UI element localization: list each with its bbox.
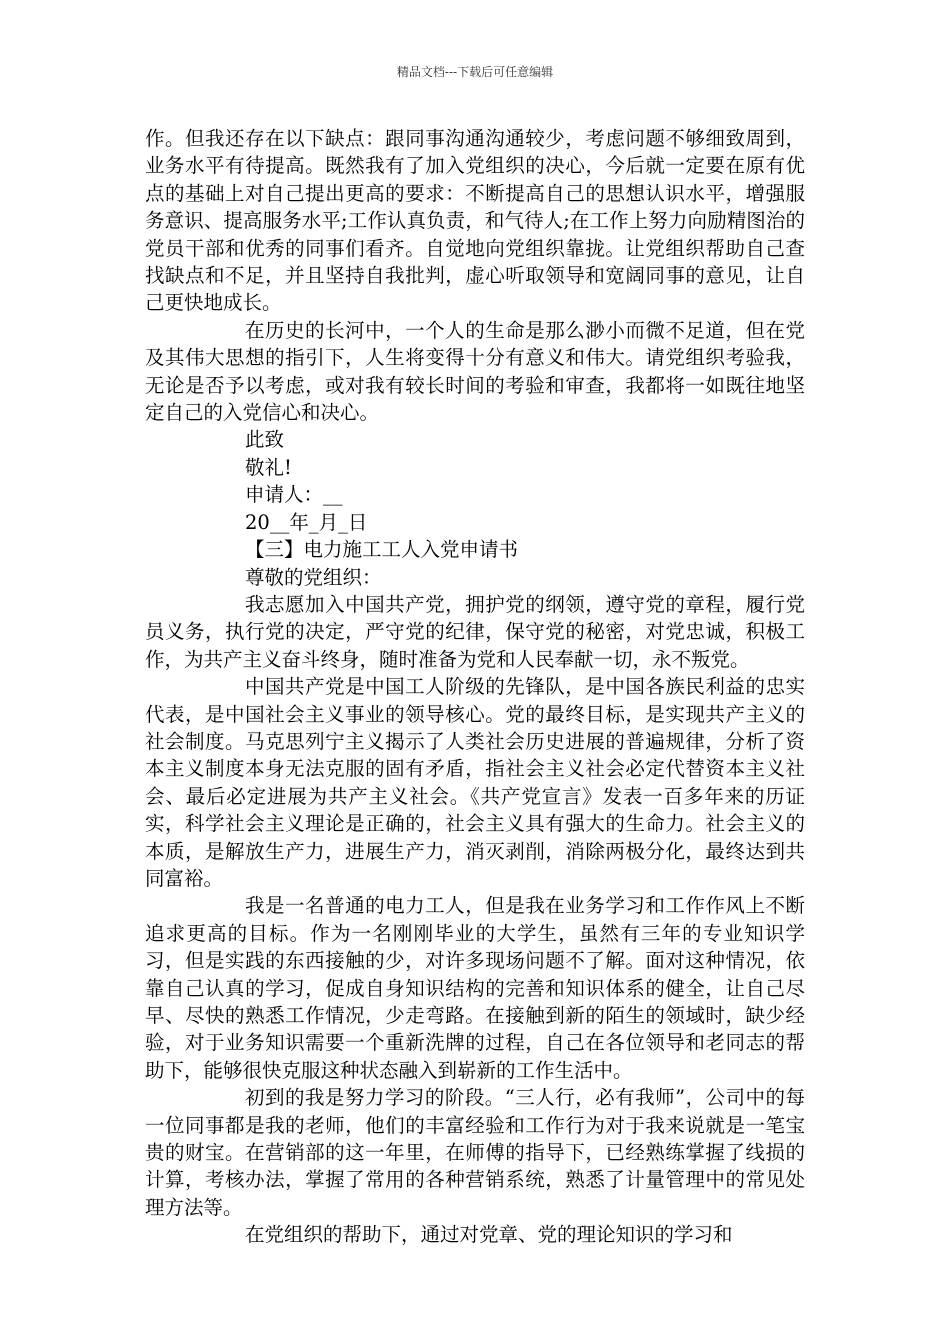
paragraph-learning: 初到的我是努力学习的阶段。“三人行，必有我师”，公司中的每一位同事都是我的老师，他们的丰富经验和工作行为对于我来说就是一笔宝贵的财宝。在营销部的这一年里，在师傅的指导下，已经熟练掌握了线损的计算，考核办法，掌握了常用的各种营销系统，熟悉了计量管理中的常见处理方法等。: [145, 1086, 805, 1219]
page-header: 精品文档---下载后可任意编辑: [396, 65, 554, 79]
document-body: [145, 125, 805, 1249]
closing-cizhi: 此致: [245, 428, 285, 452]
paragraph-worker: 我是一名普通的电力工人，但是我在业务学习和工作作风上不断追求更高的目标。作为一名刚刚毕业的大学生，虽然有三年的专业知识学习，但是实践的东西接触的少，对许多现场问题不了解。面对这种情况，依靠自己认真的学习，促成自身知识结构的完善和知识体系的健全，让自己尽早、尽快的熟悉工作情况，少走弯路。在接触到新的陌生的领域时，缺少经验，对于业务知识需要一个重新洗牌的过程，自己在各位领导和老同志的帮助下，能够很快克服这种状态融入到崭新的工作生活中。: [145, 894, 805, 1082]
paragraph-party-help: 在党组织的帮助下，通过对党章、党的理论知识的学习和: [245, 1223, 733, 1247]
application-date: 20__年_月_日: [245, 510, 368, 534]
paragraph-party-intro: 中国共产党是中国工人阶级的先锋队，是中国各族民利益的忠实代表，是中国社会主义事业的领导核心。党的最终目标，是实现共产主义的社会制度。马克思列宁主义揭示了人类社会历史进展的普遍规律，分析了资本主义制度本身无法克服的固有矛盾，指社会主义社会必定代替资本主义社会、最后必定进展为共产主义社会。《共产党宣言》发表一百多年来的历证实，科学社会主义理论是正确的，社会主义具有强大的生命力。社会主义的本质，是解放生产力，进展生产力，消灭剥削，消除两极分化，最终达到共同富裕。: [145, 675, 805, 890]
applicant-signature: 申请人：__: [245, 483, 343, 507]
paragraph-shortcomings: 作。但我还存在以下缺点：跟同事沟通沟通较少，考虑问题不够细致周到，业务水平有待提高。既然我有了加入党组织的决心，今后就一定要在原有优点的基础上对自己提出更高的要求：不断提高自己的思想认识水平，增强服务意识、提高服务水平;工作认真负责，和气待人;在工作上努力向励精图治的党员干部和优秀的同事们看齐。自觉地向党组织靠拢。让党组织帮助自己查找缺点和不足，并且坚持自我批判，虚心听取领导和宽阔同事的意见，让自己更快地成长。: [145, 127, 805, 315]
salutation: 尊敬的党组织：: [245, 565, 382, 589]
paragraph-history: 在历史的长河中，一个人的生命是那么渺小而微不足道，但在党及其伟大思想的指引下，人生将变得十分有意义和伟大。请党组织考验我，无论是否予以考虑，或对我有较长时间的考验和审查，我都将一如既往地坚定自己的入党信心和决心。: [145, 318, 805, 425]
paragraph-pledge: 我志愿加入中国共产党，拥护党的纲领，遵守党的章程，履行党员义务，执行党的决定，严守党的纪律，保守党的秘密，对党忠诚，积极工作，为共产主义奋斗终身，随时准备为党和人民奉献一切，永不叛党。: [145, 592, 805, 671]
closing-jingli: 敬礼!: [245, 455, 292, 479]
section-title: 【三】电力施工工人入党申请书: [245, 538, 519, 562]
